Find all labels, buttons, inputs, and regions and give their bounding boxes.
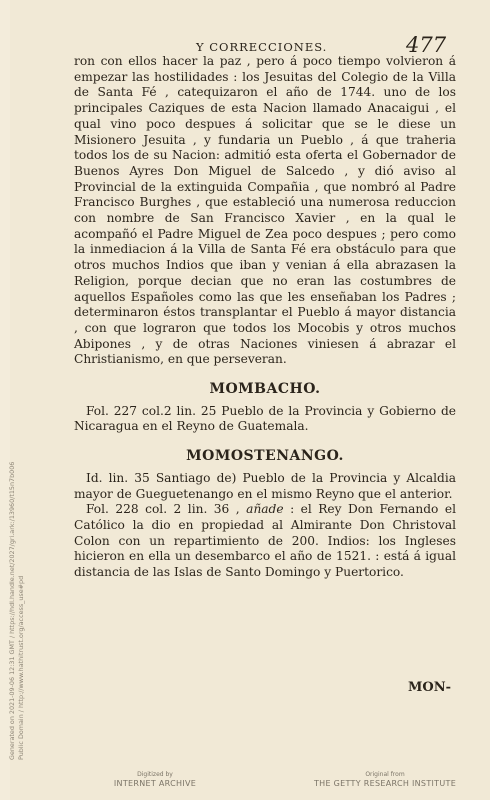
body-text (74, 54, 456, 581)
catchword: MON- (408, 680, 451, 695)
paragraph-mocobis: ron con ellos hacer la paz , pero á poco tiempo volvieron á empezar las hostilidades : los Jesuitas del Colegio de la Villa de Santa Fé , catequizaron el año de 1744. uno de los principales Caziques de esta Nacion llamado Anacaigui , el qual vino poco despues á solicitar que se le diese un Misionero Jesuita , y fundaria un Pueblo , á que traheria todos los de su Nacion: admitió esta oferta el Gobernador de Buenos Ayres Don Miguel de Salcedo , y dió aviso al Provincial de la extinguida Compañia , que nombró al Padre Francisco Burghes , que estableció una numerosa reduccion con nombre de San Francisco Xavier , en la qual le acompañó el Padre Miguel de Zea poco despues ; pero como la inmediacion á la Villa de Santa Fé era obstáculo para que otros muchos Indios que iban y venian á ella abrazasen la Religion, porque decian que no eran las costumbres de aquellos Españoles como las que les enseñaban los Padres ; determinaron éstos transplantar el Pueblo á mayor distancia , con que lograron que todos los Mocobis y otros muchos Abipones , y de otras Naciones viniesen á abrazar el Christianismo, en que perseveran. (74, 54, 456, 367)
heading-mombacho: MOMBACHO. (209, 381, 321, 398)
footer-digitized-source: INTERNET ARCHIVE (113, 779, 197, 788)
heading-momostenango: MOMOSTENANGO. (186, 448, 344, 465)
running-title: Y CORRECCIONES. (196, 40, 328, 54)
entry-body: : el Rey Don Fernando el Católico la dio en propiedad al Almirante Don Christoval Colon con un repartimiento de 200. Indios: los Ingleses hicieron en ella un desembarco el año de 1521. : está á igual distancia de las Islas de Santo Domingo y Puertorico. (74, 502, 456, 580)
footer-original-source: THE GETTY RESEARCH INSTITUTE (313, 779, 457, 788)
footer-original (300, 770, 470, 789)
entry-momostenango-1: Id. lin. 35 Santiago de) Pueblo de la Provincia y Alcaldia mayor de Gueguetenango en el mismo Reyno que el anterior. (74, 470, 456, 501)
access-stamp-line-2: Public Domain / http://www.hathitrust.org/access_use#pd (17, 575, 25, 760)
book-page (10, 0, 490, 800)
footer-digitized (80, 770, 230, 789)
entry-keyword: añade (246, 502, 284, 517)
entry-momostenango-2 (74, 502, 456, 581)
footer (50, 770, 470, 800)
entry-ref: Fol. 228 col. 2 lin. 36 , (86, 502, 247, 517)
footer-digitized-label: Digitized by (137, 771, 173, 778)
access-stamp (8, 230, 38, 760)
entry-mombacho: Fol. 227 col.2 lin. 25 Pueblo de la Provincia y Gobierno de Nicaragua en el Reyno de Guatemala. (74, 403, 456, 434)
page-number: 477 (406, 33, 447, 57)
access-stamp-line-1: Generated on 2021-09-06 12:31 GMT / https://hdl.handle.net/2027/gri.ark:/13960/t15n7b006 (8, 461, 16, 760)
access-stamp-text (8, 230, 26, 760)
footer-original-label: Original from (365, 771, 405, 778)
